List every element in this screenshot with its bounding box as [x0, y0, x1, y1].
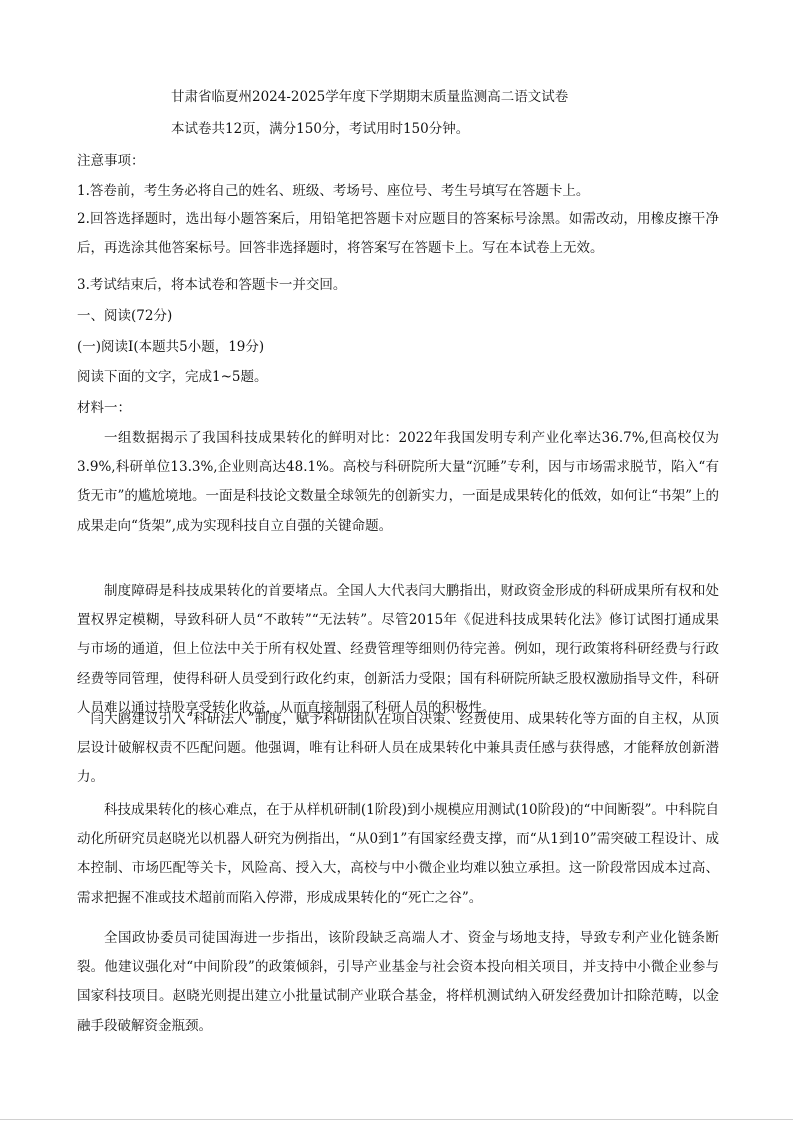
reading-instruction: 阅读下面的文字，完成1~5题。 [77, 369, 268, 385]
paragraph-1: 一组数据揭示了我国科技成果转化的鲜明对比：2022年我国发明专利产业化率达36.7%,但高校仅为3.9%,科研单位13.3%,企业则高达48.1%。高校与科研院所大量“沉睡”专利，因与市场需求脱节，陷入“有货无市”的尴尬境地。一面是科技论文数量全球领先的创新实力，一面是成果转化的低效，如何让“书架”上的成果走向“货架”,成为实现科技自立自强的关键命题。 [77, 430, 719, 534]
notice-item-2: 2.回答选择题时，选出每小题答案后，用铅笔把答题卡对应题目的答案标号涂黑。如需改动，用橡皮擦干净后，再选涂其他答案标号。回答非选择题时，将答案写在答题卡上。写在本试卷上无效。 [77, 211, 719, 257]
page-bottom-rule [0, 1119, 793, 1120]
paragraph-4: 科技成果转化的核心难点，在于从样机研制(1阶段)到小规模应用测试(10阶段)的“中间断裂”。中科院自动化所研究员赵晓光以机器人研究为例指出，“从0到1”有国家经费支撑，而“从1到10”需突破工程设计、成本控制、市场匹配等关卡，风险高、授入大，高校与中小微企业均难以独立承担。这一阶段常因成本过高、需求把握不准或技术超前而陷入停滞，形成成果转化的“死亡之谷”。 [77, 802, 719, 906]
exam-title: 甘肃省临夏州2024-2025学年度下学期期末质量监测高二语文试卷 [171, 89, 569, 105]
paragraph-2: 制度障碍是科技成果转化的首要堵点。全国人大代表闫大鹏指出，财政资金形成的科研成果所有权和处置权界定模糊，导致科研人员“不敢转”“无法转”。尽管2015年《促进科技成果转化法》修订试图打通成果与市场的通道，但上位法中关于所有权处置、经费管理等细则仍待完善。例如，现行政策将科研经费与行政经费等同管理，使得科研人员受到行政化约束，创新活力受限；国有科研院所缺乏股权激励指导文件，科研人员难以通过持股享受转化收益，从而直接制弱了科研人员的积极性。 [77, 583, 719, 716]
section-sub-heading: (一)阅读Ⅰ(本题共5小题，19分) [77, 339, 265, 355]
section-heading: 一、阅读(72分) [77, 308, 173, 324]
notice-item-3: 3.考试结束后，将本试卷和答题卡一并交回。 [77, 277, 347, 293]
paragraph-3: 闫大鸥建议引入“科研法人”制度，赋予科研团队在项目决策、经费使用、成果转化等方面的自主权，从顶层设计破解权责不匹配问题。他强调，唯有让科研人员在成果转化中兼具责任感与获得感，才能释放创新潜力。 [77, 711, 719, 786]
material-label: 材料一： [77, 400, 131, 416]
notice-heading: 注意事项： [77, 153, 145, 169]
exam-meta: 本试卷共12页，满分150分，考试用时150分钟。 [171, 121, 470, 137]
paragraph-5: 全国政协委员司徒国海进一步指出，该阶段缺乏高端人才、资金与场地支持，导致专利产业化链条断裂。他建议强化对“中间阶段”的政策倾斜，引导产业基金与社会资本投向相关项目，并支持中小微企业参与国家科技项目。赵晓光则提出建立小批量试制产业联合基金，将样机测试纳入研发经费加计扣除范畴，以金融手段破解资金瓶颈。 [77, 930, 719, 1034]
notice-item-1: 1.答卷前，考生务必将自己的姓名、班级、考场号、座位号、考生号填写在答题卡上。 [77, 183, 590, 199]
